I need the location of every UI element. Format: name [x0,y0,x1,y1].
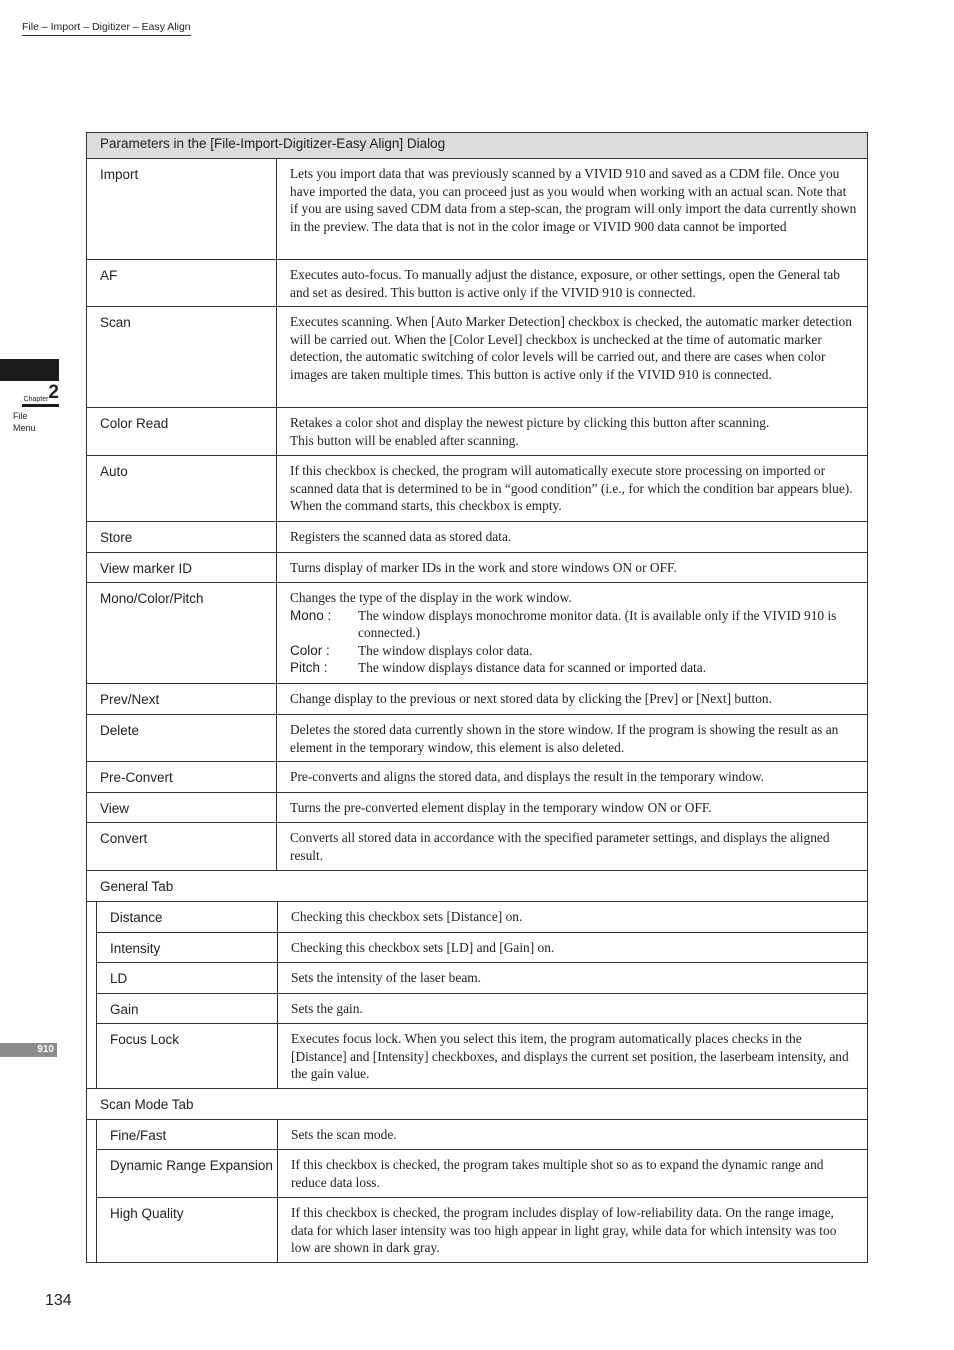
table-row [87,456,867,522]
param-desc: If this checkbox is checked, the program includes display of low-reliability data. On the range image, data for which laser intensity was too high appear in light gray, while data for which intensity was too low are shown in dark gray. [291,1205,837,1256]
table-title: Parameters in the [File-Import-Digitizer-Easy Align] Dialog [87,133,867,159]
scan-mode-tab-heading: Scan Mode Tab [87,1089,867,1120]
param-name: Distance [97,902,278,932]
param-desc: Executes auto-focus. To manually adjust the distance, exposure, or other settings, open the General tab and set as desired. This button is active only if the VIVID 910 is connected. [290,267,840,300]
param-name: Delete [87,715,277,761]
param-desc: Turns display of marker IDs in the work and store windows ON or OFF. [290,560,677,575]
param-desc: Deletes the stored data currently shown in the store window. If the program is showing the result as an element in the temporary window, this element is also deleted. [290,722,839,755]
definition-line [290,642,857,660]
table-row [87,260,867,307]
table-row [97,902,867,933]
table-row [87,823,867,871]
definition-term: Pitch : [290,660,328,676]
table-row [87,793,867,823]
chapter-word: Chapter [23,396,49,403]
param-name: LD [97,963,278,993]
param-name: Convert [87,823,277,870]
param-name: Fine/Fast [97,1120,278,1149]
chapter-number: 2 [48,382,59,403]
definition-term: Mono : [290,607,332,623]
scan-mode-tab-section [87,1120,867,1262]
breadcrumb: File – Import – Digitizer – Easy Align [22,21,191,36]
definition-text: The window displays distance data for scanned or imported data. [358,660,707,676]
side-label-line2: Menu [13,423,36,433]
param-desc: Executes focus lock. When you select this item, the program automatically places checks in the [Distance] and [Intensity] checkboxes, and displays the current set position, the laserbeam intensity, and the gain value. [291,1031,849,1082]
table-row [87,159,867,260]
param-name: Focus Lock [97,1024,278,1088]
param-name: AF [87,260,277,306]
param-name: Mono/Color/Pitch [87,583,277,683]
chapter-label [22,383,59,407]
param-name: High Quality [97,1198,278,1262]
chapter-tab [0,359,59,381]
table-row [87,684,867,715]
table-row [97,1198,867,1262]
param-desc: If this checkbox is checked, the program will automatically execute store processing on imported or scanned data that is determined to be in “good condition” (i.e., for which the condition bar appears blue). When the command starts, this checkbox is empty. [290,463,853,514]
param-desc: Registers the scanned data as stored data. [290,529,512,544]
param-desc-line: This button will be enabled after scanning. [290,432,519,448]
param-name: Pre-Convert [87,762,277,792]
param-desc-line: Changes the type of the display in the work window. [290,590,572,605]
table-row [87,583,867,684]
param-desc-line: Retakes a color shot and display the newest picture by clicking this button after scanning. [290,415,770,430]
param-name: View [87,793,277,822]
param-desc: Change display to the previous or next stored data by clicking the [Prev] or [Next] button. [290,691,772,706]
param-desc: Sets the scan mode. [291,1127,397,1142]
side-section-label [13,410,36,434]
table-row [97,1024,867,1088]
param-desc: Sets the intensity of the laser beam. [291,970,482,985]
table-row [87,522,867,553]
param-desc [277,583,867,683]
param-desc: Pre-converts and aligns the stored data, and displays the result in the temporary window. [290,769,765,784]
table-row [87,408,867,456]
param-desc: Converts all stored data in accordance with the specified parameter settings, and displays the aligned result. [290,830,830,863]
table-row [87,715,867,762]
model-tag: 910 [0,1043,57,1057]
param-name: Gain [97,994,278,1023]
definition-term: Color : [290,642,330,658]
definition-text: The window displays color data. [358,642,533,658]
param-name: Store [87,522,277,552]
table-row [97,1150,867,1198]
parameters-table [86,132,868,1263]
param-desc [277,408,867,455]
general-tab-heading: General Tab [87,871,867,902]
param-desc: Lets you import data that was previously scanned by a VIVID 910 and saved as a CDM file. Once you have imported the data, you can proceed just as you would when working with an actual scan. Note that if you are using saved CDM data from a step-scan, the program will only import the data currently shown in the preview. The data that is not in the color image or VIVID 900 data cannot be imported [290,166,857,234]
table-row [97,994,867,1024]
definition-text: The window displays monochrome monitor data. (It is available only if the VIVID 910 is connected.) [358,607,837,641]
param-name: Scan [87,307,277,407]
param-desc: Checking this checkbox sets [Distance] on. [291,909,523,924]
param-name: Dynamic Range Expansion [97,1150,278,1197]
page-number: 134 [45,1292,72,1309]
param-name: Auto [87,456,277,521]
param-desc: Executes scanning. When [Auto Marker Detection] checkbox is checked, the automatic marker detection will be carried out. When the [Color Level] checkbox is unchecked at the time of automatic marker detection, the automatic switching of color levels will be carried out, and there are cases when color images are taken multiple times. This button is active only if the VIVID 910 is connected. [290,314,852,382]
table-row [87,307,867,408]
table-row [87,553,867,583]
param-name: Prev/Next [87,684,277,714]
param-name: View marker ID [87,553,277,582]
table-row [87,762,867,793]
side-label-line1: File [13,411,28,421]
param-desc: If this checkbox is checked, the program takes multiple shot so as to expand the dynamic range and reduce data loss. [291,1157,824,1190]
table-row [97,963,867,994]
definition-line [290,659,857,677]
param-desc: Turns the pre-converted element display in the temporary window ON or OFF. [290,800,712,815]
param-desc: Sets the gain. [291,1001,363,1016]
table-row [97,1120,867,1150]
param-name: Color Read [87,408,277,455]
definition-line [290,607,857,642]
general-tab-section [87,902,867,1089]
param-desc: Checking this checkbox sets [LD] and [Gain] on. [291,940,555,955]
param-name: Intensity [97,933,278,962]
table-row [97,933,867,963]
param-name: Import [87,159,277,259]
